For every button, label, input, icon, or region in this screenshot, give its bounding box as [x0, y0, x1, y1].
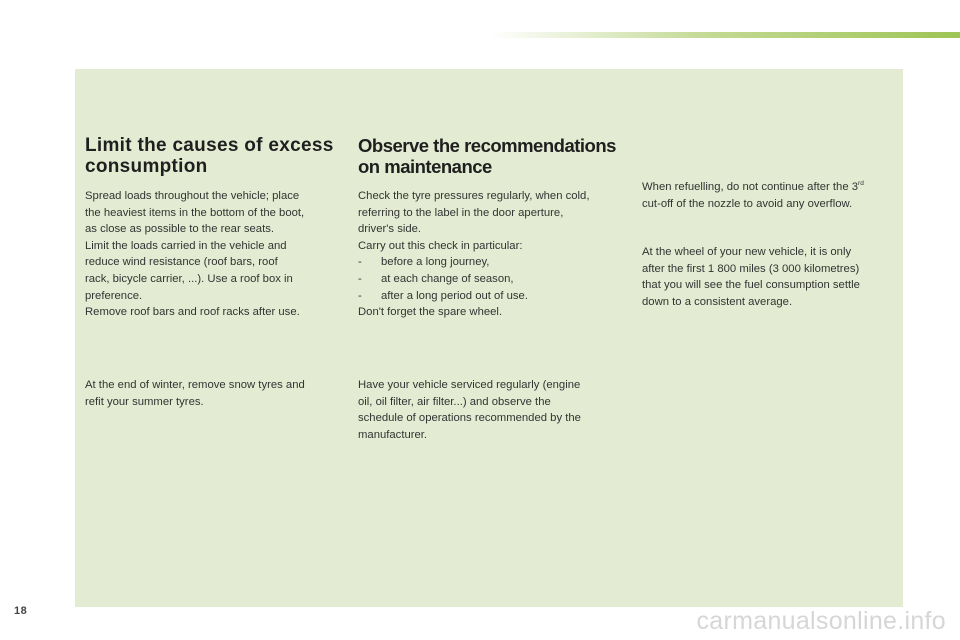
list-item: - before a long journey, — [358, 256, 490, 269]
column-1-lower — [85, 377, 340, 410]
tyre-pressure-paragraph: Check the tyre pressures regularly, when cold, referring to the label in the door aperture, driver's side. Carry out this check in particular: — [358, 190, 590, 252]
list-item: - after a long period out of use. — [358, 289, 528, 302]
column-3-lower — [642, 244, 900, 310]
heading-maintenance: Observe the recommendations on maintenance — [358, 135, 616, 177]
header-accent-bar — [490, 32, 960, 38]
column-2-lower — [358, 377, 623, 443]
column-3 — [642, 179, 900, 212]
servicing-paragraph: Have your vehicle serviced regularly (engine oil, oil filter, air filter...) and observe the schedule of operations recommended by the manufacturer. — [358, 379, 581, 441]
column-2 — [358, 135, 623, 321]
page-number: 18 — [14, 605, 28, 617]
spare-wheel-note: Don't forget the spare wheel. — [358, 306, 503, 319]
list-item: - at each change of season, — [358, 272, 514, 285]
check-occasions-list — [358, 254, 623, 304]
heading-limit-consumption: Limit the causes of excess consumption — [85, 135, 334, 177]
watermark: carmanualsonline.info — [696, 607, 946, 635]
loads-advice-paragraph: Spread loads throughout the vehicle; place the heaviest items in the bottom of the boot, as close as possible to the rear seats. Limit the loads carried in the vehicle and reduce wind resistance (roof bars, roof rack, bicycle carrier, ...). Use a roof box in preference. Remove roof bars and roof racks after use. — [85, 190, 305, 319]
refuelling-paragraph: When refuelling, do not continue after the 3rd cut-off of the nozzle to avoid any overflow. — [642, 180, 864, 210]
ordinal-suffix: rd — [858, 180, 864, 187]
new-vehicle-paragraph: At the wheel of your new vehicle, it is only after the first 1 800 miles (3 000 kilometres) that you will see the fuel consumption settle down to a consistent average. — [642, 246, 860, 308]
column-1 — [85, 135, 340, 321]
winter-tyres-paragraph: At the end of winter, remove snow tyres and refit your summer tyres. — [85, 379, 305, 408]
